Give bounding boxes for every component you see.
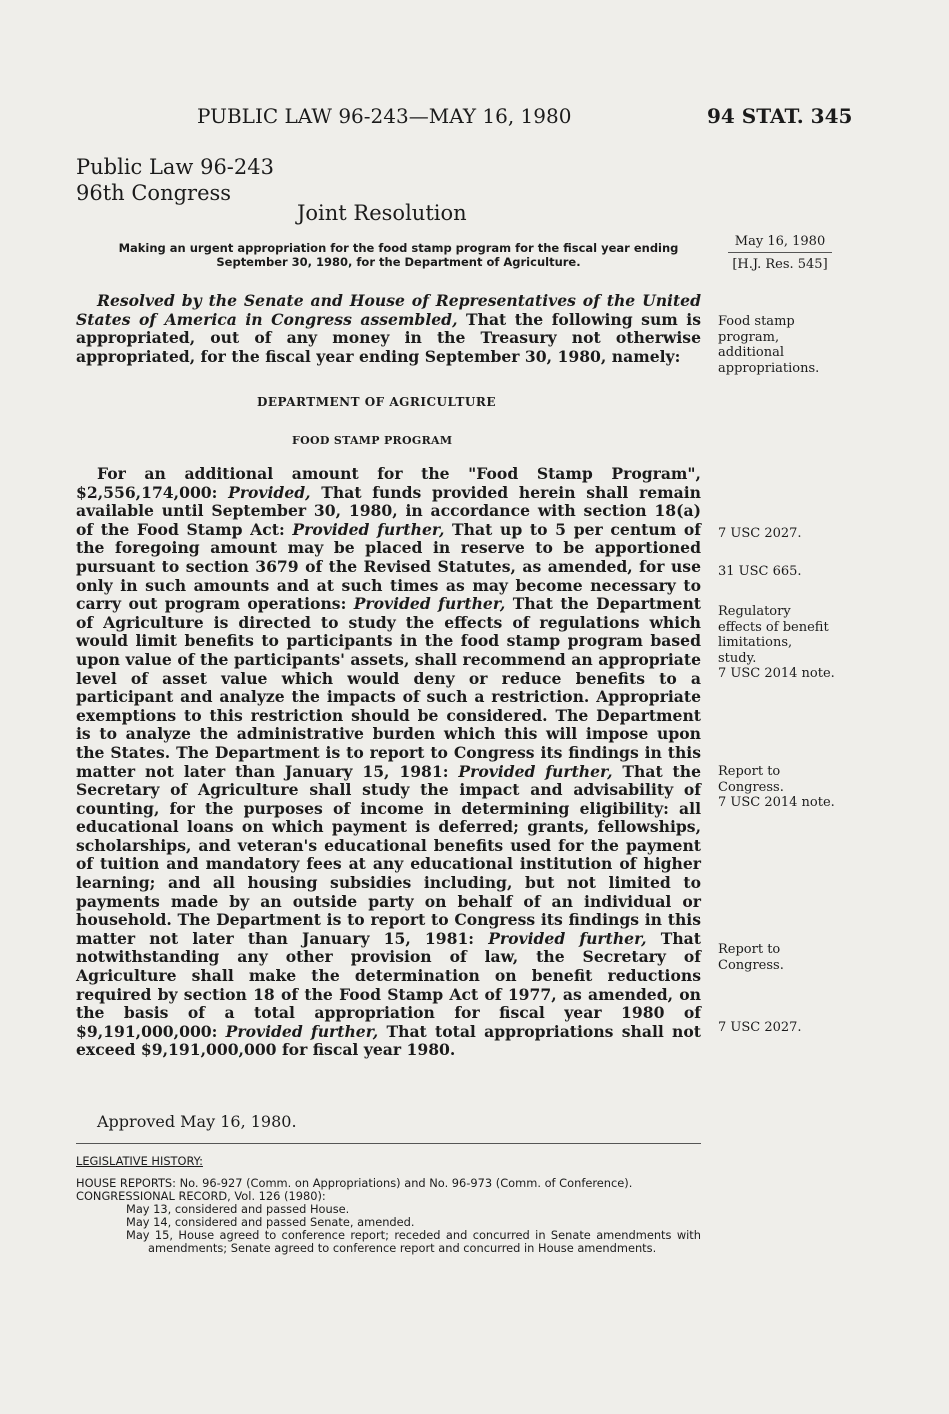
sidenote-line: appropriations. xyxy=(718,360,820,376)
show-through-text xyxy=(560,160,860,220)
department-heading: DEPARTMENT OF AGRICULTURE xyxy=(257,395,496,409)
bill-number: [H.J. Res. 545] xyxy=(732,257,828,272)
sidenote-regulatory-study xyxy=(718,604,848,682)
sidenote-report-to-congress-2 xyxy=(718,942,848,973)
enactment-date: May 16, 1980 xyxy=(734,234,826,249)
legislative-history xyxy=(76,1155,701,1255)
sidenote-line: Food stamp xyxy=(718,314,795,329)
enacting-clause-rest: That the following sum is appropriated, out of any money in the Treasury not otherwise appropriated, for the fiscal year ending September 30, 1980, namely: xyxy=(76,309,701,366)
sidenote-line: program, xyxy=(718,329,780,345)
sidenote-food-stamp xyxy=(718,314,848,376)
date-sidenote xyxy=(722,234,838,272)
sidenote-line: 7 USC 2014 note. xyxy=(718,795,835,810)
sidenote-7-usc-2027: 7 USC 2027. xyxy=(718,526,802,541)
text-run: That up to 5 per centum of the foregoing amount may be placed in reserve to be apportioned pursuant to section 3679 of the Revised Statutes, as amended, for use only in such amounts and at such times as may become necessary to carry out program operations: xyxy=(76,519,701,614)
text-run: That the Department of Agriculture is directed to study the effects of regulations which would limit benefits to participants in the food stamp program based upon value of the participants' assets, shall recommend an appropriate level of asset value which would deny or reduce benefits to a participant and analyze the impacts of such a restriction. Appropriate exemptions to this restriction should be considered. The Department is to analyze the administrative burden which this will impose upon the States. The Department is to report to Congress its findings in this matter not later than January 15, 1981: xyxy=(76,594,702,781)
proviso-italic: Provided further, xyxy=(225,1021,379,1041)
sidenote-line: study. xyxy=(718,650,757,666)
statute-page-number: 94 STAT. 345 xyxy=(707,104,853,128)
proviso-italic: Provided further, xyxy=(458,761,613,781)
sidenote-line: Report to xyxy=(718,942,781,957)
congress-number: 96th Congress xyxy=(76,181,232,205)
sidenote-31-usc-665: 31 USC 665. xyxy=(718,564,802,579)
history-entry: May 15, House agreed to conference report; receded and concurred in Senate amendments with amendments; Senate agreed to conference report and concurred in House amendments. xyxy=(126,1228,701,1255)
enacting-clause-italic: Resolved by the Senate and House of Representatives of the United States of America in Congress assembled, xyxy=(76,291,701,329)
resolution-title: Making an urgent appropriation for the food stamp program for the fiscal year ending September 30, 1980, for the Department of Agriculture. xyxy=(118,241,679,269)
legislative-history-heading: LEGISLATIVE HISTORY: xyxy=(76,1154,203,1168)
sidenote-line: Congress. xyxy=(718,957,784,973)
text-run: That the Secretary of Agriculture shall study the impact and advisability of counting, for the purposes of income in determining eligibility: all educational loans on which payment is deferred; grants, fellowships, scholarships, and veteran's educational benefits used for the payment of tuition and mandatory fees at any educational institution of higher learning; and all housing subsidies including, but not limited to payments made by an outside party on behalf of an individual or household. The Department is to report to Congress its findings in this matter not later than January 15, 1981: xyxy=(76,761,702,948)
sidenote-line: Regulatory xyxy=(718,604,791,619)
proviso-italic: Provided further, xyxy=(353,594,506,614)
sidenote-7-usc-2027-b: 7 USC 2027. xyxy=(718,1020,802,1035)
congressional-record: CONGRESSIONAL RECORD, Vol. 126 (1980): xyxy=(76,1189,326,1203)
legislative-history-rule xyxy=(76,1143,701,1144)
text-run: That funds provided herein shall remain available until September 30, 1980, in accordance with section 18(a) of the Food Stamp Act: xyxy=(76,482,701,539)
text-run: For an additional amount for the "Food Stamp Program", $2,556,174,000: xyxy=(76,464,701,502)
resolution-type: Joint Resolution xyxy=(297,201,467,225)
sidenote-line: effects of benefit xyxy=(718,619,829,635)
proviso-italic: Provided, xyxy=(228,482,311,502)
proviso-italic: Provided further, xyxy=(488,928,647,948)
text-run: That total appropriations shall not exceed $9,191,000,000 for fiscal year 1980. xyxy=(76,1021,701,1060)
text-run: That notwithstanding any other provision of law, the Secretary of Agriculture shall make the determination on benefit reductions required by section 18 of the Food Stamp Act of 1977, as amended, on the basis of a total appropriation for fiscal year 1980 of $9,191,000,000: xyxy=(76,928,701,1041)
program-heading: FOOD STAMP PROGRAM xyxy=(292,434,453,447)
running-header: PUBLIC LAW 96-243—MAY 16, 1980 xyxy=(197,104,572,128)
sidenote-line: additional xyxy=(718,345,785,360)
proviso-italic: Provided further, xyxy=(292,519,445,539)
appropriation-paragraph xyxy=(76,465,701,1060)
sidenote-line: limitations, xyxy=(718,635,793,650)
house-reports: HOUSE REPORTS: No. 96-927 (Comm. on Appropriations) and No. 96-973 (Comm. of Conference). xyxy=(76,1176,633,1190)
public-law-number: Public Law 96-243 xyxy=(76,155,274,179)
enacting-clause xyxy=(76,292,701,366)
sidenote-line: 7 USC 2014 note. xyxy=(718,666,835,681)
sidenote-report-to-congress xyxy=(718,764,848,811)
history-entry: May 13, considered and passed House. xyxy=(126,1202,350,1216)
approval-date: Approved May 16, 1980. xyxy=(97,1112,297,1131)
history-entry: May 14, considered and passed Senate, amended. xyxy=(126,1215,415,1229)
sidenote-line: Congress. xyxy=(718,779,784,795)
sidenote-line: Report to xyxy=(718,764,781,779)
sidenote-divider xyxy=(728,252,832,253)
